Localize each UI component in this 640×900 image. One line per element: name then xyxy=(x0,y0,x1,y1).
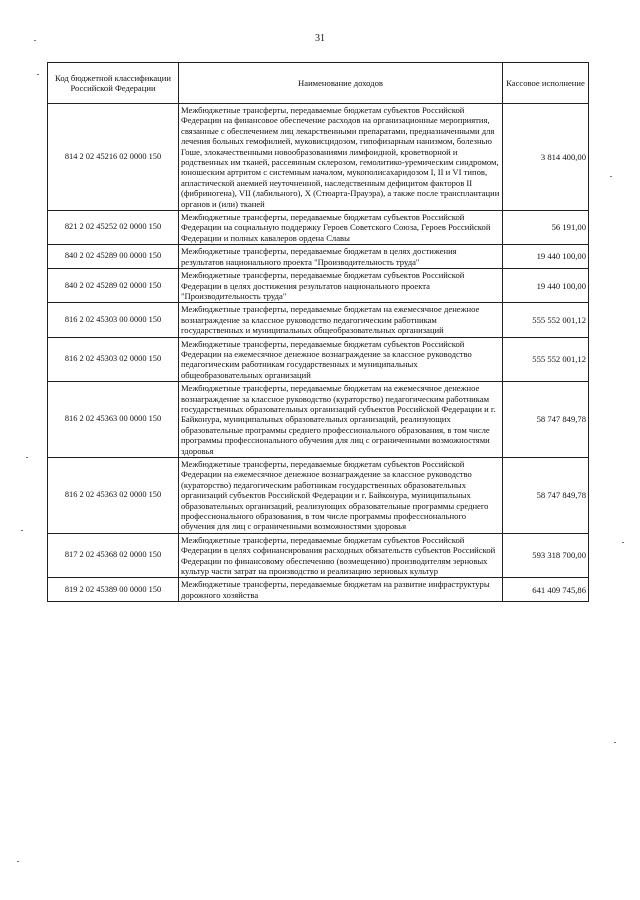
scan-speck xyxy=(34,40,36,41)
row-name: Межбюджетные трансферты, передаваемые бюджетам в целях достижения результатов национального проекта "Производительность труда" xyxy=(179,245,503,269)
table-row xyxy=(48,458,589,534)
table-row xyxy=(48,245,589,269)
row-amount: 19 440 100,00 xyxy=(503,245,589,269)
scan-speck xyxy=(37,74,39,75)
row-name: Межбюджетные трансферты, передаваемые бюджетам субъектов Российской Федерации в целях софинансирования расходных обязательств субъектов Российской Федерации по финансовому обеспечению (возмещению) производителям зерновых культур части затрат на производство и реализацию зерновых культур xyxy=(179,533,503,578)
row-name: Межбюджетные трансферты, передаваемые бюджетам субъектов Российской Федерации на ежемесячное денежное вознаграждение за классное руководство педагогическим работникам государственных и муниципальных общеобразовательных организаций xyxy=(179,337,503,382)
table-row xyxy=(48,269,589,303)
scan-speck xyxy=(26,457,28,458)
page-number: 31 xyxy=(315,33,325,44)
row-code: 816 2 02 45363 00 0000 150 xyxy=(48,382,179,458)
table-header-row xyxy=(48,63,589,104)
row-code: 817 2 02 45368 02 0000 150 xyxy=(48,533,179,578)
table-row xyxy=(48,382,589,458)
table-row xyxy=(48,303,589,337)
row-code: 840 2 02 45289 00 0000 150 xyxy=(48,245,179,269)
row-code: 821 2 02 45252 02 0000 150 xyxy=(48,211,179,245)
row-code: 816 2 02 45303 02 0000 150 xyxy=(48,337,179,382)
header-code: Код бюджетной классификации Российской Федерации xyxy=(48,63,179,104)
row-amount: 641 409 745,86 xyxy=(503,578,589,602)
row-amount: 58 747 849,78 xyxy=(503,458,589,534)
row-amount: 58 747 849,78 xyxy=(503,382,589,458)
revenue-table xyxy=(47,62,589,602)
table-row xyxy=(48,533,589,578)
row-name: Межбюджетные трансферты, передаваемые бюджетам субъектов Российской Федерации на финансовое обеспечение расходов на организационные мероприятия, связанные с обеспечением лиц лекарственными препаратами, предназначенными для лечения больных гемофилией, муковисцидозом, гипофизарным нанизмом, болезнью Гоше, злокачественными новообразованиями лимфоидной, кроветворной и родственных им тканей, рассеянным склерозом, гемолитико-уремическим синдромом, юношеским артритом с системным началом, мукополисахаридозом I, II и VI типов, апластической анемией неуточненной, наследственным дефицитом факторов II (фибриногена), VII (лабильного), X (Стюарта-Прауэра), а также после трансплантации органов и (или) тканей xyxy=(179,104,503,211)
scan-speck xyxy=(622,542,624,543)
row-code: 840 2 02 45289 02 0000 150 xyxy=(48,269,179,303)
row-code: 816 2 02 45303 00 0000 150 xyxy=(48,303,179,337)
row-amount: 19 440 100,00 xyxy=(503,269,589,303)
row-code: 814 2 02 45216 02 0000 150 xyxy=(48,104,179,211)
row-name: Межбюджетные трансферты, передаваемые бюджетам субъектов Российской Федерации в целях достижения результатов национального проекта "Производительность труда" xyxy=(179,269,503,303)
row-name: Межбюджетные трансферты, передаваемые бюджетам на развитие инфраструктуры дорожного хозяйства xyxy=(179,578,503,602)
row-amount: 56 191,00 xyxy=(503,211,589,245)
table-row xyxy=(48,337,589,382)
scan-speck xyxy=(614,742,616,743)
row-code: 819 2 02 45389 00 0000 150 xyxy=(48,578,179,602)
row-amount: 593 318 700,00 xyxy=(503,533,589,578)
table-row xyxy=(48,211,589,245)
row-name: Межбюджетные трансферты, передаваемые бюджетам на ежемесячное денежное вознаграждение за классное руководство (кураторство) педагогическим работникам государственных образовательных организаций субъектов Российской Федерации и г. Байконура, муниципальных образовательных организаций, реализующих образовательные программы среднего профессионального образования, в том числе программы профессионального обучения для лиц с ограниченными возможностями здоровья xyxy=(179,382,503,458)
row-name: Межбюджетные трансферты, передаваемые бюджетам субъектов Российской Федерации на ежемесячное денежное вознаграждение за классное руководство (кураторство) педагогическим работникам государственных образовательных организаций субъектов Российской Федерации и г. Байконура, муниципальных образовательных организаций, реализующих образовательные программы среднего профессионального образования, в том числе программы профессионального обучения для лиц с ограниченными возможностями здоровья xyxy=(179,458,503,534)
header-name: Наименование доходов xyxy=(179,63,503,104)
row-code: 816 2 02 45363 02 0000 150 xyxy=(48,458,179,534)
scan-speck xyxy=(610,176,612,177)
scan-speck xyxy=(21,530,23,531)
row-amount: 3 814 400,00 xyxy=(503,104,589,211)
row-amount: 555 552 001,12 xyxy=(503,337,589,382)
header-amount: Кассовое исполнение xyxy=(503,63,589,104)
row-name: Межбюджетные трансферты, передаваемые бюджетам субъектов Российской Федерации на социальную поддержку Героев Советского Союза, Героев Российской Федерации и полных кавалеров ордена Славы xyxy=(179,211,503,245)
table-row xyxy=(48,104,589,211)
scan-speck xyxy=(17,861,19,862)
row-amount: 555 552 001,12 xyxy=(503,303,589,337)
row-name: Межбюджетные трансферты, передаваемые бюджетам на ежемесячное денежное вознаграждение за классное руководство педагогическим работникам государственных и муниципальных общеобразовательных организаций xyxy=(179,303,503,337)
table-row xyxy=(48,578,589,602)
